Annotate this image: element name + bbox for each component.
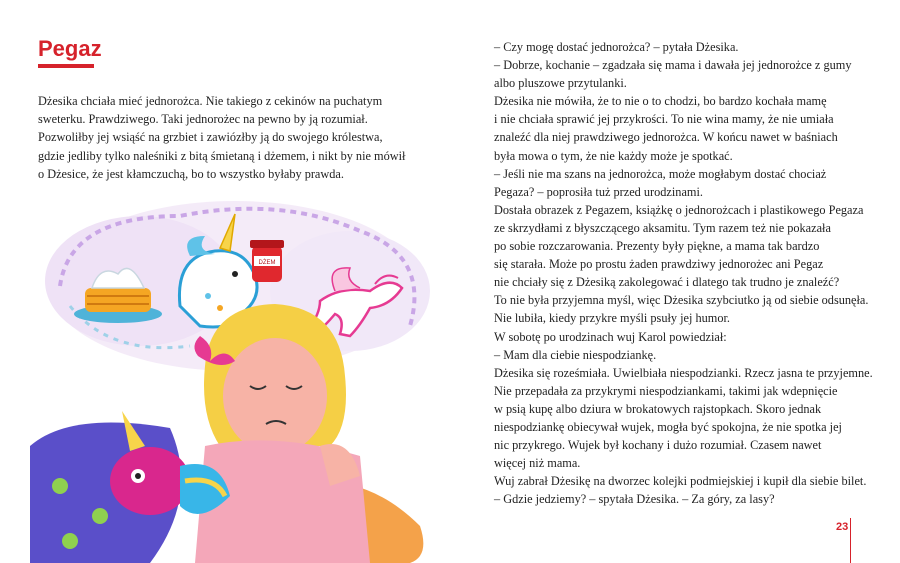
text-line: ze skrzydłami z błyszczącego aksamitu. Tym razem też nie pokazała bbox=[494, 220, 831, 235]
text-line: Wuj zabrał Dżesikę na dworzec kolejki podmiejskiej i kupił dla siebie bilet. bbox=[494, 474, 867, 489]
jar-label: DŻEM bbox=[258, 260, 276, 266]
text-line: – Czy mogę dostać jednorożca? – pytała Dżesika. bbox=[494, 40, 739, 54]
text-line: albo pluszowe przytulanki. bbox=[494, 76, 627, 91]
page-number: 23 bbox=[836, 521, 849, 533]
text-line: po sobie rozczarowania. Prezenty były piękne, a mama tak bardzo bbox=[494, 239, 820, 254]
text-line: Pozwoliłby jej wsiąść na grzbiet i zawiózłby ją do swojego królestwa, bbox=[38, 130, 383, 145]
title-underline bbox=[38, 64, 94, 68]
text-line: Nie przepadała za przykrymi niespodziankami, takimi jak wdepnięcie bbox=[494, 383, 838, 398]
text-line: sweterku. Prawdziwego. Taki jednorożec na pewno by ją rozumiał. bbox=[38, 112, 368, 127]
text-line: – Jeśli nie ma szans na jednorożca, może mogłabym dostać chociaż bbox=[494, 166, 827, 181]
text-line: nie chciały się z Dżesiką zakolegować i dlatego tak trudno je znaleźć? bbox=[494, 275, 840, 290]
page-edge-rule bbox=[850, 518, 851, 563]
text-line: nic przykrego. Wujek był kochany i dużo rozumiał. Czasem nawet bbox=[494, 438, 822, 453]
text-line: Pegaza? – poprosiła tuż przed urodzinami. bbox=[494, 184, 703, 199]
text-line: To nie była przyjemna myśl, więc Dżesika szybciutko ją od siebie odsunęła. bbox=[494, 293, 869, 308]
text-line: – Dobrze, kochanie – zgadzała się mama i dawała jej jednorożce z gumy bbox=[494, 58, 852, 73]
text-line: – Gdzie jedziemy? – spytała Dżesika. – Za góry, za lasy? bbox=[494, 492, 775, 507]
text-line: – Mam dla ciebie niespodziankę. bbox=[494, 347, 657, 362]
text-line: Dostała obrazek z Pegazem, książkę o jednorożcach i plastikowego Pegaza bbox=[494, 202, 864, 217]
jam-jar-icon bbox=[250, 240, 284, 282]
text-line: Dżesika się roześmiała. Uwielbiała niespodzianki. Rzecz jasna te przyjemne. bbox=[494, 365, 873, 380]
text-line: była mowa o tym, że nie każdy może je spotkać. bbox=[494, 148, 733, 163]
girl-dreaming-illustration bbox=[30, 196, 450, 563]
text-line: znaleźć dla niej prawdziwego jednorożca. W końcu nawet w baśniach bbox=[494, 130, 838, 145]
intro-paragraph bbox=[38, 92, 418, 183]
text-line: w psią kupę albo dziura w brokatowych rajstopkach. Skoro jednak bbox=[494, 401, 822, 416]
text-line: gdzie jedliby tylko naleśniki z bitą śmietaną i dżemem, i nikt by nie mówił bbox=[38, 148, 406, 163]
text-line: W sobotę po urodzinach wuj Karol powiedział: bbox=[494, 329, 727, 344]
text-line: się starała. Może po prostu żaden prawdziwy jednorożec ani Pegaz bbox=[494, 257, 824, 272]
text-line: więcej niż mama. bbox=[494, 456, 581, 471]
text-line: niespodziankę obiecywał wujek, mogła być spokojna, że nie spotka jej bbox=[494, 419, 842, 434]
text-line: o Dżesice, że jest kłamczuchą, bo to wszystko byłaby prawda. bbox=[38, 166, 344, 181]
text-line: Dżesika nie mówiła, że to nie o to chodzi, bo bardzo kochała mamę bbox=[494, 94, 827, 109]
text-line: i nie chciała sprawić jej przykrości. To nie wina mamy, że nie umiała bbox=[494, 112, 834, 127]
story-paragraphs bbox=[494, 38, 894, 508]
text-line: Nie lubiła, kiedy przykre myśli psuły jej humor. bbox=[494, 311, 730, 326]
text-line: Dżesika chciała mieć jednorożca. Nie takiego z cekinów na puchatym bbox=[38, 94, 383, 108]
right-page bbox=[450, 0, 900, 563]
chapter-title: Pegaz bbox=[38, 36, 102, 61]
